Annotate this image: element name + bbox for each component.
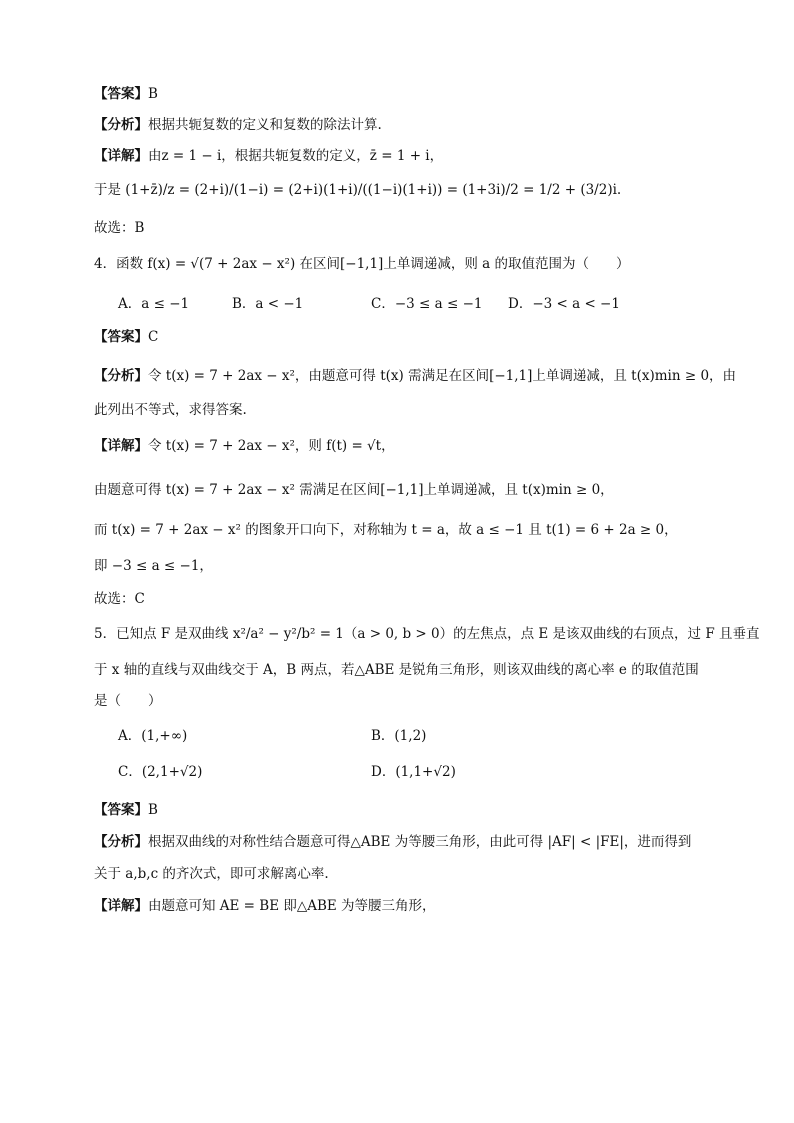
detail-line1-q5 <box>94 896 436 916</box>
answer-value: B <box>148 802 158 818</box>
q4-option-c: C．−3 ≤ a ≤ −1 <box>371 296 483 312</box>
detail-tag: 【详解】 <box>94 148 148 164</box>
analysis-line2-q5 <box>94 864 329 884</box>
analysis-line1-q4 <box>94 366 736 386</box>
detail-line1-q4 <box>94 436 395 456</box>
question-5-text: 于 x 轴的直线与双曲线交于 A，B 两点，若△ABE 是锐角三角形，则该双曲线的离心率 e 的取值范围 <box>94 662 699 678</box>
analysis-tag: 【分析】 <box>94 834 148 850</box>
analysis-line2-q4 <box>94 400 247 420</box>
analysis-text: 此列出不等式，求得答案. <box>94 402 247 418</box>
q4-option-d: D．−3 < a < −1 <box>508 296 620 312</box>
question-5-text: 5．已知点 F 是双曲线 x²/a² − y²/b² = 1（a > 0, b > 0）的左焦点，点 E 是该双曲线的右顶点，过 F 且垂直 <box>94 626 760 642</box>
q5-option-a: A．(1,+∞) <box>118 728 188 744</box>
analysis-text: 关于 a,b,c 的齐次式，即可求解离心率. <box>94 866 329 882</box>
question-5-stem-line2 <box>94 660 699 680</box>
answer-line-q3 <box>94 84 158 104</box>
detail-line-q3 <box>94 146 443 166</box>
q4-option-b: B．a < −1 <box>232 296 304 312</box>
answer-line-q5 <box>94 800 158 820</box>
question-5-stem-line3 <box>94 691 162 711</box>
question-4-stem <box>94 254 629 274</box>
choice-text: 故选：B <box>94 220 145 236</box>
detail-text: 由题意可知 AE = BE 即△ABE 为等腰三角形， <box>148 898 436 914</box>
question-5-stem-line1 <box>94 624 760 644</box>
choice-line-q3 <box>94 218 144 238</box>
answer-tag: 【答案】 <box>94 802 148 818</box>
question-4-text: 4．函数 f(x) = √(7 + 2ax − x²) 在区间[−1,1]上单调递减，则 a 的取值范围为（ ） <box>94 256 630 272</box>
analysis-line-q3 <box>94 115 382 135</box>
analysis-text: 根据共轭复数的定义和复数的除法计算. <box>148 117 382 133</box>
detail-text: 即 −3 ≤ a ≤ −1， <box>94 558 213 574</box>
detail-text: 而 t(x) = 7 + 2ax − x² 的图象开口向下，对称轴为 t = a，故 a ≤ −1 且 t(1) = 6 + 2a ≥ 0， <box>94 522 678 538</box>
detail-tag: 【详解】 <box>94 438 148 454</box>
detail-line4-q4 <box>94 556 213 576</box>
q5-option-d: D．(1,1+√2) <box>371 764 456 780</box>
choice-text: 故选：C <box>94 591 145 607</box>
detail-line2-q4 <box>94 480 614 500</box>
answer-tag: 【答案】 <box>94 86 148 102</box>
detail-tag: 【详解】 <box>94 898 148 914</box>
q5-option-c: C．(2,1+√2) <box>118 764 203 780</box>
q5-option-b: B．(1,2) <box>371 728 427 744</box>
answer-value: B <box>148 86 158 102</box>
analysis-line1-q5 <box>94 832 691 852</box>
detail-text: 由题意可得 t(x) = 7 + 2ax − x² 需满足在区间[−1,1]上单调递减，且 t(x)min ≥ 0， <box>94 482 614 498</box>
detail-text: 令 t(x) = 7 + 2ax − x²，则 f(t) = √t， <box>148 438 395 454</box>
analysis-tag: 【分析】 <box>94 117 148 133</box>
detail-text: 由z = 1 − i，根据共轭复数的定义，z̄ = 1 + i， <box>148 148 444 164</box>
calc-line-q3 <box>94 180 621 200</box>
analysis-tag: 【分析】 <box>94 368 148 384</box>
analysis-text: 根据双曲线的对称性结合题意可得△ABE 为等腰三角形，由此可得 |AF| < |FE|，进而得到 <box>148 834 692 850</box>
choice-line-q4 <box>94 589 145 609</box>
calc-prefix: 于是 <box>94 182 121 198</box>
question-5-text: 是（ ） <box>94 693 162 709</box>
analysis-text: 令 t(x) = 7 + 2ax − x²，由题意可得 t(x) 需满足在区间[−1,1]上单调递减，且 t(x)min ≥ 0，由 <box>148 368 737 384</box>
answer-tag: 【答案】 <box>94 329 148 345</box>
answer-line-q4 <box>94 327 158 347</box>
calc-expression: (1+z̄)/z = (2+i)/(1−i) = (2+i)(1+i)/((1−i)(1+i)) = (1+3i)/2 = 1/2 + (3/2)i. <box>125 182 622 198</box>
answer-value: C <box>148 329 159 345</box>
q4-option-a: A．a ≤ −1 <box>118 296 190 312</box>
detail-line3-q4 <box>94 520 678 540</box>
